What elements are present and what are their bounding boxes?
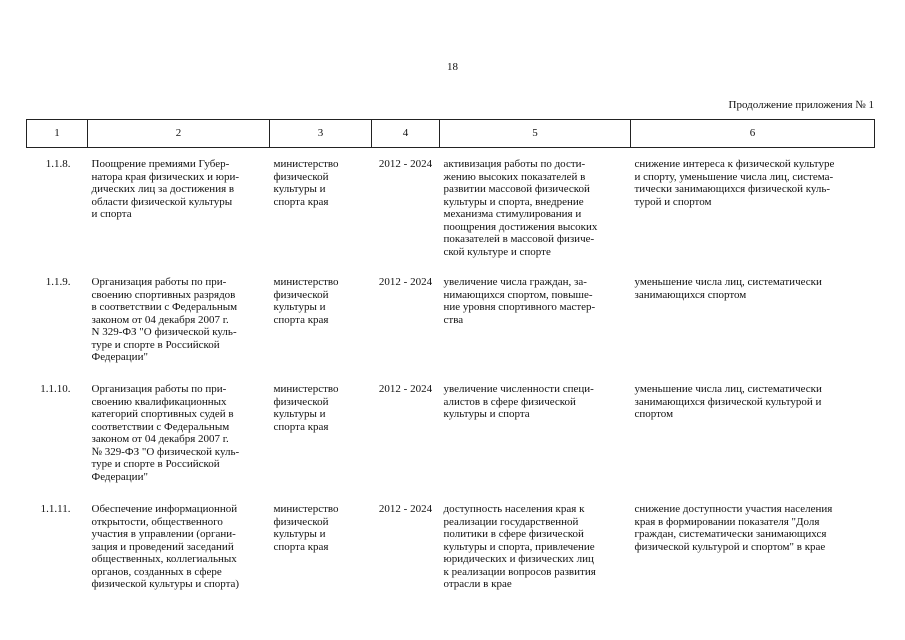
result-cell: доступность населения края к реализации государственной политики в сфере физической культуры и спорта, привлечение юридических и физических лиц к реализации вопросов развития отрасли в крае: [443, 503, 596, 590]
item-number: 1.1.9.: [45, 276, 71, 288]
consequence-cell: снижение интереса к физической культуре и спорту, уменьшение числа лиц, система- тически занимающихся физической куль- турой и спортом: [634, 158, 835, 208]
table-row: [27, 383, 875, 503]
measures-table: [26, 119, 875, 603]
consequence-cell: уменьшение числа лиц, систематически занимающихся физической культурой и спортом: [634, 383, 822, 420]
continuation-label: Продолжение приложения № 1: [728, 99, 874, 111]
item-number: 1.1.11.: [40, 503, 71, 515]
period-cell: 2012 - 2024: [378, 276, 433, 288]
header-col-6: 6: [631, 120, 875, 148]
header-col-4: 4: [372, 120, 440, 148]
item-number: 1.1.10.: [40, 383, 71, 395]
table-row: [27, 276, 875, 383]
header-col-3: 3: [270, 120, 372, 148]
consequence-cell: снижение доступности участия населения края в формировании показателя "Доля граждан, систематически занимающихся физической культурой и спортом" в крае: [634, 503, 833, 553]
period-cell: 2012 - 2024: [378, 383, 433, 395]
executor-cell: министерство физической культуры и спорта края: [273, 503, 339, 553]
executor-cell: министерство физической культуры и спорта края: [273, 276, 339, 326]
event-cell: Поощрение премиями Губер- натора края физических и юри- дических лиц за достижения в области физической культуры и спорта: [91, 158, 240, 220]
header-col-2: 2: [88, 120, 270, 148]
event-cell: Организация работы по при- своению квалификационных категорий спортивных судей в соответствии с Федеральным законом от 04 декабря 2007 г. № 329-ФЗ "О физической куль- туре и спорте в Российской Федерации": [91, 383, 240, 483]
item-number: 1.1.8.: [45, 158, 71, 170]
executor-cell: министерство физической культуры и спорта края: [273, 383, 339, 433]
page-number: 18: [447, 61, 458, 73]
table-row: [27, 503, 875, 603]
result-cell: активизация работы по дости- жению высоких показателей в развитии массовой физической культуры и спорта, внедрение механизма стимулирования и поощрения достижения высоких показателей в массовой физиче- ской культуре и спорте: [443, 158, 598, 258]
result-cell: увеличение числа граждан, за- нимающихся спортом, повыше- ние уровня спортивного мастер- ства: [443, 276, 596, 326]
period-cell: 2012 - 2024: [378, 503, 433, 515]
period-cell: 2012 - 2024: [378, 158, 433, 170]
executor-cell: министерство физической культуры и спорта края: [273, 158, 339, 208]
result-cell: увеличение численности специ- алистов в сфере физической культуры и спорта: [443, 383, 594, 420]
event-cell: Организация работы по при- своению спортивных разрядов в соответствии с Федеральным законом от 04 декабря 2007 г. N 329-ФЗ "О физической куль- туре и спорте в Российской Федерации": [91, 276, 238, 363]
consequence-cell: уменьшение числа лиц, систематически занимающихся спортом: [634, 276, 822, 301]
header-row: [27, 120, 875, 148]
header-col-5: 5: [440, 120, 631, 148]
event-cell: Обеспечение информационной открытости, общественного участия в управлении (органи- зация и проведений заседаний общественных, коллегиальных органов, созданных в сфере физической культуры и спорта): [91, 503, 240, 590]
table-row: [27, 158, 875, 276]
header-col-1: 1: [27, 120, 88, 148]
